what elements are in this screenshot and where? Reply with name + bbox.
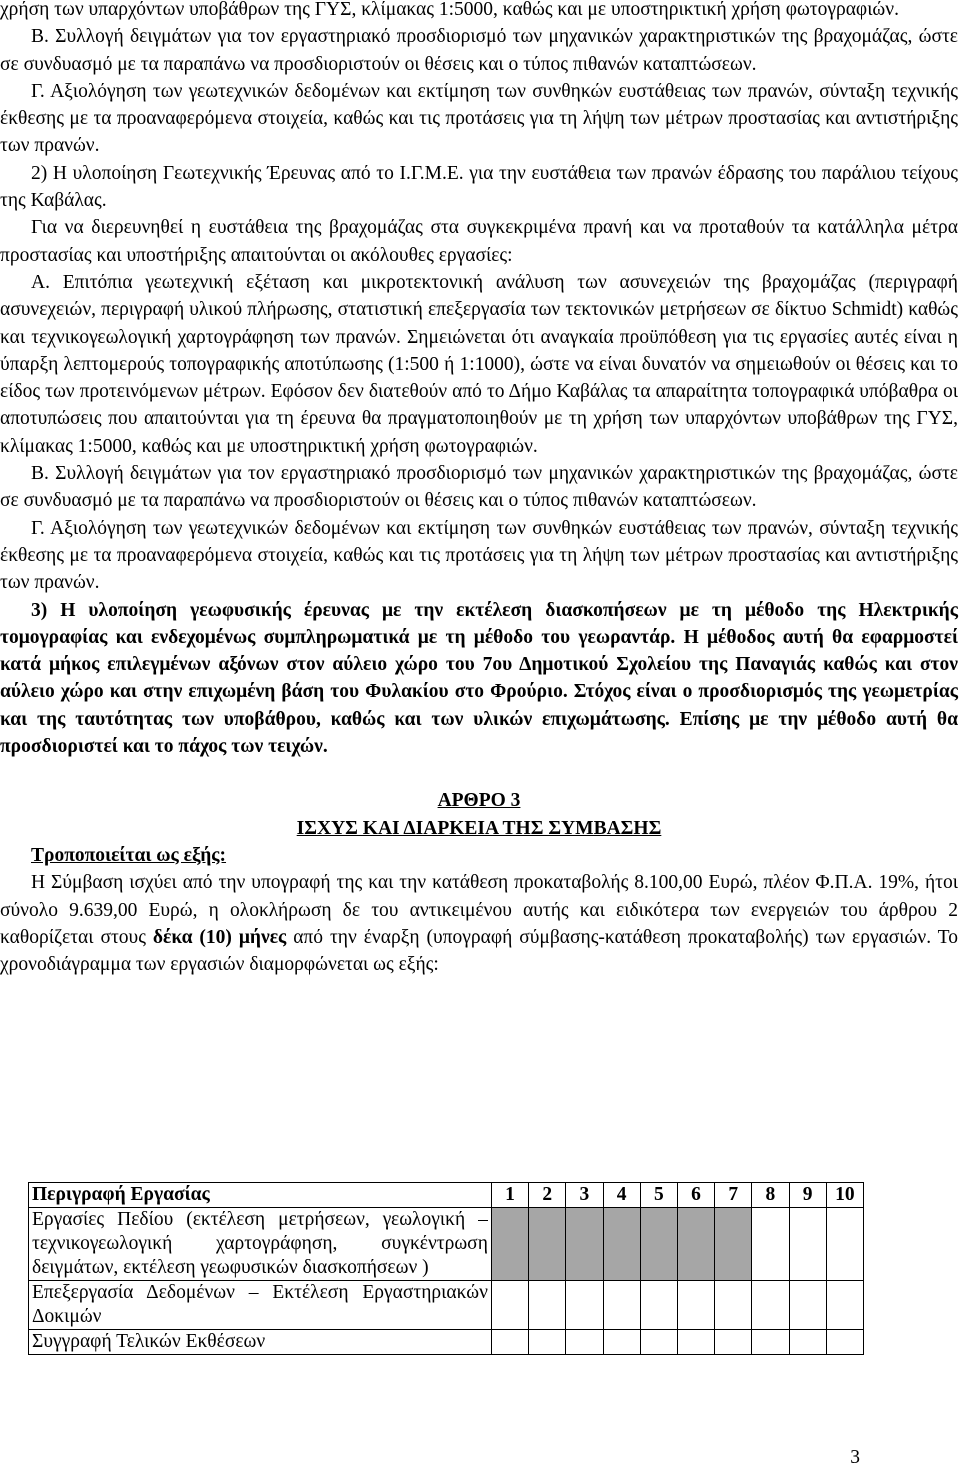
month-header: 7	[715, 1183, 752, 1208]
article-body-part: Η Σύμβαση ισχύει από την υπογραφή της και την κατάθεση προκαταβολής 8.100,00 Ευρώ, πλέον Φ.Π.Α. 19%, ήτοι σύνολο 9.639,00 Ευρώ, η ολοκλήρωση δε του αντικειμένου αυτής και ειδικότερα των ενεργειών του άρθρου 2 καθορίζεται στους	[0, 872, 958, 948]
month-cell	[677, 1208, 714, 1281]
month-cell	[826, 1208, 863, 1281]
month-cell	[752, 1208, 789, 1281]
month-cell	[789, 1330, 826, 1355]
table-row	[29, 1208, 864, 1281]
month-cell	[677, 1330, 714, 1355]
month-cell	[715, 1281, 752, 1330]
month-header: 2	[529, 1183, 566, 1208]
paragraph: Για να διερευνηθεί η ευστάθεια της βραχομάζας στα συγκεκριμένα πρανή και να προταθούν τα κατάλληλα μέτρα προστασίας και υποστήριξης απαιτούνται οι ακόλουθες εργασίες:	[0, 217, 958, 266]
month-header: 9	[789, 1183, 826, 1208]
month-cell	[603, 1281, 640, 1330]
task-description: Επεξεργασία Δεδομένων – Εκτέλεση Εργαστηριακών Δοκιμών	[29, 1281, 492, 1330]
task-description: Εργασίες Πεδίου (εκτέλεση μετρήσεων, γεωλογική – τεχνικογεωλογική χαρτογράφηση, συγκέντρωση δειγμάτων, εκτέλεση γεωφυσικών διασκοπήσεων )	[29, 1208, 492, 1281]
month-cell	[826, 1330, 863, 1355]
month-cell	[566, 1281, 603, 1330]
month-cell	[826, 1281, 863, 1330]
month-cell	[752, 1330, 789, 1355]
month-cell	[715, 1330, 752, 1355]
paragraph: Γ. Αξιολόγηση των γεωτεχνικών δεδομένων και εκτίμηση των συνθηκών ευστάθειας των πρανών, σύνταξη τεχνικής έκθεσης με τα προαναφερόμενα στοιχεία, καθώς και τις προτάσεις για τη λήψη των μέτρων προστασίας και αντιστήριξης των πρανών.	[0, 80, 958, 157]
month-header: 10	[826, 1183, 863, 1208]
paragraph: Γ. Αξιολόγηση των γεωτεχνικών δεδομένων και εκτίμηση των συνθηκών ευστάθειας των πρανών, σύνταξη τεχνικής έκθεσης με τα προαναφερόμενα στοιχεία, καθώς και τις προτάσεις για τη λήψη των μέτρων προστασίας και αντιστήριξης των πρανών.	[0, 517, 958, 594]
duration-bold: δέκα (10) μήνες	[152, 926, 287, 948]
month-cell	[715, 1208, 752, 1281]
article-number: ΑΡΘΡΟ 3	[437, 790, 521, 812]
month-cell	[640, 1281, 677, 1330]
month-cell	[789, 1281, 826, 1330]
month-header: 3	[566, 1183, 603, 1208]
month-cell	[529, 1330, 566, 1355]
month-cell	[603, 1208, 640, 1281]
month-header: 5	[640, 1183, 677, 1208]
month-cell	[789, 1208, 826, 1281]
month-cell	[677, 1281, 714, 1330]
paragraph: χρήση των υπαρχόντων υποβάθρων της ΓΥΣ, κλίμακας 1:5000, καθώς και με υποστηρικτική χρήση φωτογραφιών.	[0, 0, 899, 20]
article-body	[0, 869, 958, 978]
table-row	[29, 1330, 864, 1355]
month-cell	[491, 1330, 528, 1355]
spacer	[0, 760, 958, 787]
page-number: 3	[850, 1447, 860, 1468]
month-cell	[640, 1330, 677, 1355]
month-header: 1	[491, 1183, 528, 1208]
month-cell	[566, 1208, 603, 1281]
month-cell	[603, 1330, 640, 1355]
article-body-part: από την έναρξη (υπογραφή σύμβασης-κατάθεση προκαταβολής) των εργασιών. Το χρονοδιάγραμμα των εργασιών διαμορφώνεται ως εξής:	[0, 926, 958, 976]
month-cell	[491, 1281, 528, 1330]
task-description: Συγγραφή Τελικών Εκθέσεων	[29, 1330, 492, 1355]
paragraph-bold: 3) Η υλοποίηση γεωφυσικής έρευνας με την εκτέλεση διασκοπήσεων με τη μέθοδο της Ηλεκτρικής τομογραφίας και ενδεχομένως συμπληρωματικά με τη μέθοδο του γεωραντάρ. Η μέθοδος αυτή θα εφαρμοστεί κατά μήκος επιλεγμένων αξόνων στον αύλειο χώρο του 7ου Δημοτικού Σχολείου της Παναγιάς καθώς και στον αύλειο χώρο και στην επιχωμένη βάση του Φυλακίου στο Φρούριο. Στόχος είναι ο προσδιορισμός της γεωμετρίας και της ταυτότητας των υποβάθρου, καθώς και των υλικών επιχωμάτωσης. Επίσης με την μέθοδο αυτή θα προσδιοριστεί και το πάχος των τειχών.	[0, 599, 958, 758]
month-cell	[566, 1330, 603, 1355]
month-cell	[529, 1281, 566, 1330]
month-header: 4	[603, 1183, 640, 1208]
schedule-table	[28, 1182, 864, 1355]
article-title: ΙΣΧΥΣ ΚΑΙ ΔΙΑΡΚΕΙΑ ΤΗΣ ΣΥΜΒΑΣΗΣ	[296, 817, 662, 839]
table-header-desc: Περιγραφή Εργασίας	[29, 1183, 492, 1208]
table-header-row	[29, 1183, 864, 1208]
paragraph: Β. Συλλογή δειγμάτων για τον εργαστηριακό προσδιορισμό των μηχανικών χαρακτηριστικών της βραχομάζας, ώστε σε συνδυασμό με τα παραπάνω να προσδιοριστούν οι θέσεις και ο τύπος πιθανών καταπτώσεων.	[0, 463, 958, 512]
paragraph: Β. Συλλογή δειγμάτων για τον εργαστηριακό προσδιορισμό των μηχανικών χαρακτηριστικών της βραχομάζας, ώστε σε συνδυασμό με τα παραπάνω να προσδιοριστούν οι θέσεις και ο τύπος πιθανών καταπτώσεων.	[0, 26, 958, 75]
month-header: 8	[752, 1183, 789, 1208]
table-row	[29, 1281, 864, 1330]
amendment-label: Τροποποιείται ως εξής:	[31, 844, 227, 866]
month-cell	[640, 1208, 677, 1281]
paragraph: 2) Η υλοποίηση Γεωτεχνικής Έρευνας από το Ι.Γ.Μ.Ε. για την ευστάθεια των πρανών έδρασης του παράλιου τείχους της Καβάλας.	[0, 162, 958, 212]
month-cell	[752, 1281, 789, 1330]
month-cell	[529, 1208, 566, 1281]
paragraph: Α. Επιτόπια γεωτεχνική εξέταση και μικροτεκτονική ανάλυση των ασυνεχειών της βραχομάζας (περιγραφή ασυνεχειών, περιγραφή υλικού πλήρωσης, στατιστική επεξεργασία των τεκτονικών μετρήσεων σε δίκτυο Schmidt) καθώς και τεχνικογεωλογική χαρτογράφηση των πρανών. Σημειώνεται ότι αναγκαία προϋπόθεση για τις εργασίες αυτές είναι η ύπαρξη λεπτομερούς τοπογραφικής αποτύπωσης (1:500 ή 1:1000), ώστε να είναι δυνατόν να σημειωθούν οι θέσεις και το είδος των προτεινόμενων μέτρων. Εφόσον δεν διατεθούν από το Δήμο Καβάλας τα απαραίτητα τοπογραφικά υπόβαθρα οι αποτυπώσεις που απαιτούνται για τη έρευνα θα πραγματοποιηθούν με τη χρήση των υπαρχόντων υποβάθρων της ΓΥΣ, κλίμακας 1:5000, καθώς και με υποστηρικτική χρήση φωτογραφιών.	[0, 271, 958, 457]
month-header: 6	[677, 1183, 714, 1208]
month-cell	[491, 1208, 528, 1281]
